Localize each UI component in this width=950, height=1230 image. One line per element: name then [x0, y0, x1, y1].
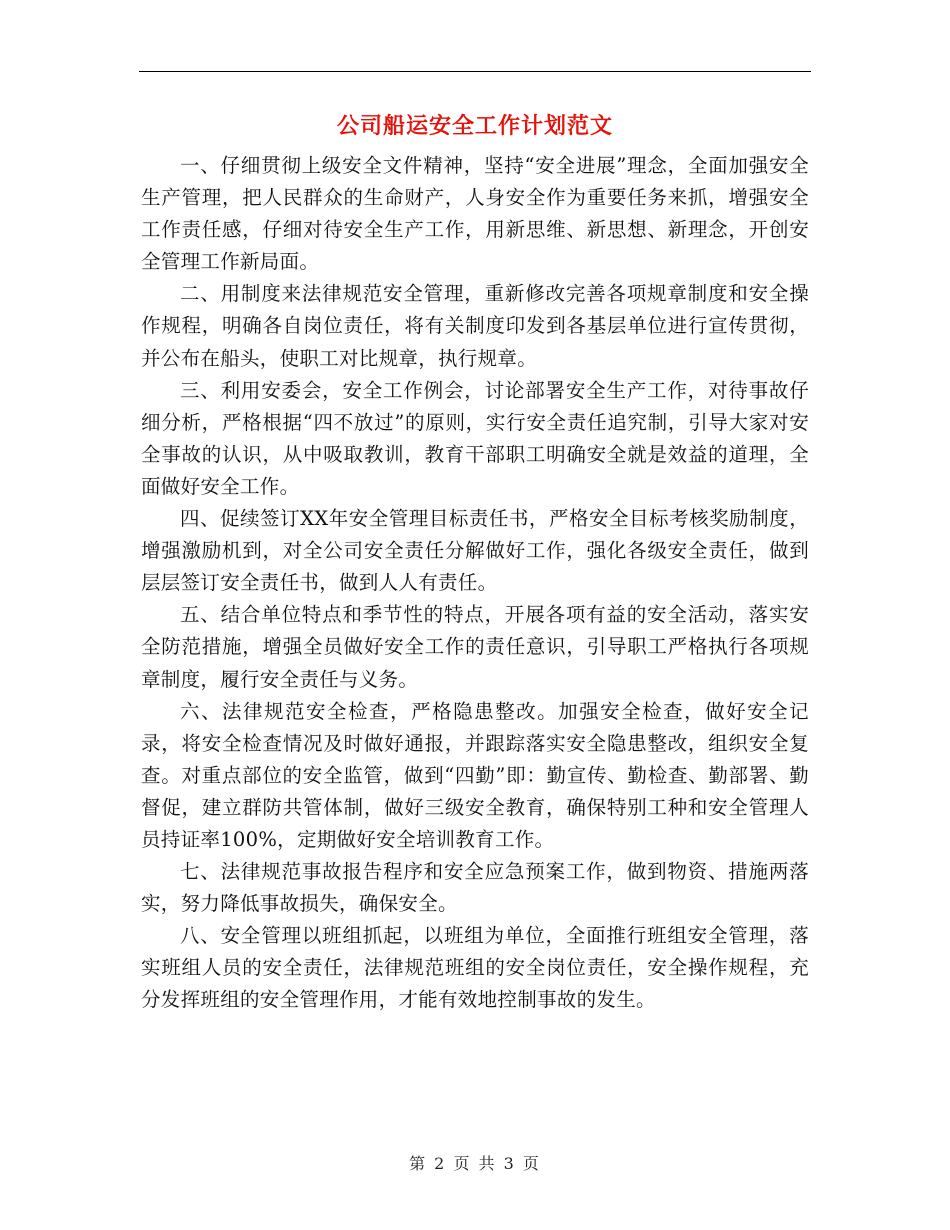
paragraph-6: 六、法律规范安全检查，严格隐患整改。加强安全检查，做好安全记录，将安全检查情况及时做好通报，并跟踪落实安全隐患整改，组织安全复查。对重点部位的安全监管，做到“四勤”即：勤宣传、勤检查、勤部署、勤督促，建立群防共管体制，做好三级安全教育，确保特别工种和安全管理人员持证率100%，定期做好安全培训教育工作。	[141, 699, 809, 851]
paragraph-3: 三、利用安委会，安全工作例会，讨论部署安全生产工作，对待事故仔细分析，严格根据“四不放过”的原则，实行安全责任追究制，引导大家对安全事故的认识，从中吸取教训，教育干部职工明确安全就是效益的道理，全面做好安全工作。	[141, 378, 809, 498]
header-rule	[139, 71, 811, 72]
document-body	[141, 150, 809, 1017]
paragraph-7: 七、法律规范事故报告程序和安全应急预案工作，做到物资、措施两落实，努力降低事故损失，确保安全。	[141, 860, 809, 916]
paragraph-4: 四、促续签订XX年安全管理目标责任书，严格安全目标考核奖励制度，增强激励机到，对全公司安全责任分解做好工作，强化各级安全责任，做到层层签订安全责任书，做到人人有责任。	[141, 507, 809, 595]
paragraph-5: 五、结合单位特点和季节性的特点，开展各项有益的安全活动，落实安全防范措施，增强全员做好安全工作的责任意识，引导职工严格执行各项规章制度，履行安全责任与义务。	[141, 603, 809, 691]
paragraph-8: 八、安全管理以班组抓起，以班组为单位，全面推行班组安全管理，落实班组人员的安全责任，法律规范班组的安全岗位责任，安全操作规程，充分发挥班组的安全管理作用，才能有效地控制事故的发生。	[141, 924, 809, 1012]
page-number-footer: 第 2 页 共 3 页	[409, 1154, 541, 1173]
paragraph-2: 二、用制度来法律规范安全管理，重新修改完善各项规章制度和安全操作规程，明确各自岗位责任，将有关制度印发到各基层单位进行宣传贯彻，并公布在船头，使职工对比规章，执行规章。	[141, 282, 809, 370]
document-title: 公司船运安全工作计划范文	[336, 113, 613, 139]
paragraph-1: 一、仔细贯彻上级安全文件精神，坚持“安全进展”理念，全面加强安全生产管理，把人民群众的生命财产，人身安全作为重要任务来抓，增强安全工作责任感，仔细对待安全生产工作，用新思维、新思想、新理念，开创安全管理工作新局面。	[141, 154, 809, 274]
